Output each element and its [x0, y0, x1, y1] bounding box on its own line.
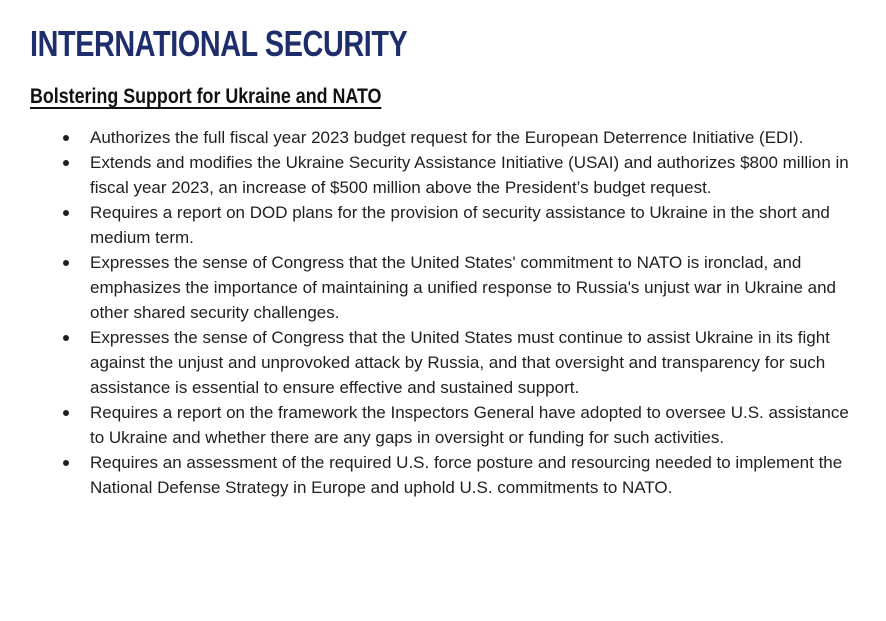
section-heading: Bolstering Support for Ukraine and NATO — [30, 85, 382, 108]
bullet-item — [30, 400, 855, 450]
bullet-item — [30, 450, 855, 500]
bullet-marker — [63, 210, 69, 216]
bullet-item — [30, 200, 855, 250]
bullet-text: Extends and modifies the Ukraine Security Assistance Initiative (USAI) and authorizes $800 million in fiscal year 2023, an increase of $500 million above the President’s budget request. — [90, 153, 849, 197]
bullet-marker — [63, 260, 69, 266]
bullet-text: Requires an assessment of the required U.S. force posture and resourcing needed to implement the National Defense Strategy in Europe and uphold U.S. commitments to NATO. — [90, 453, 843, 497]
bullet-text: Requires a report on the framework the Inspectors General have adopted to oversee U.S. assistance to Ukraine and whether there are any gaps in oversight or funding for such activities. — [90, 403, 849, 447]
bullet-marker — [63, 335, 69, 341]
bullet-marker — [63, 460, 69, 466]
bullet-item — [30, 325, 855, 400]
page-title: INTERNATIONAL SECURITY — [30, 23, 408, 64]
bullet-text: Requires a report on DOD plans for the provision of security assistance to Ukraine in the short and medium term. — [90, 203, 830, 247]
bullet-marker — [63, 160, 69, 166]
bullet-text: Authorizes the full fiscal year 2023 budget request for the European Deterrence Initiative (EDI). — [90, 128, 804, 147]
bullet-item — [30, 250, 855, 325]
bullet-item — [30, 150, 855, 200]
bullet-marker — [63, 135, 69, 141]
bullet-item — [30, 125, 855, 150]
bullet-marker — [63, 410, 69, 416]
bullet-text: Expresses the sense of Congress that the United States' commitment to NATO is ironclad, and emphasizes the importance of maintaining a unified response to Russia's unjust war in Ukraine and other shared security challenges. — [90, 253, 836, 322]
bullet-text: Expresses the sense of Congress that the United States must continue to assist Ukraine in its fight against the unjust and unprovoked attack by Russia, and that oversight and transparency for such assistance is essential to ensure effective and sustained support. — [90, 328, 830, 397]
bullet-list — [30, 125, 886, 500]
